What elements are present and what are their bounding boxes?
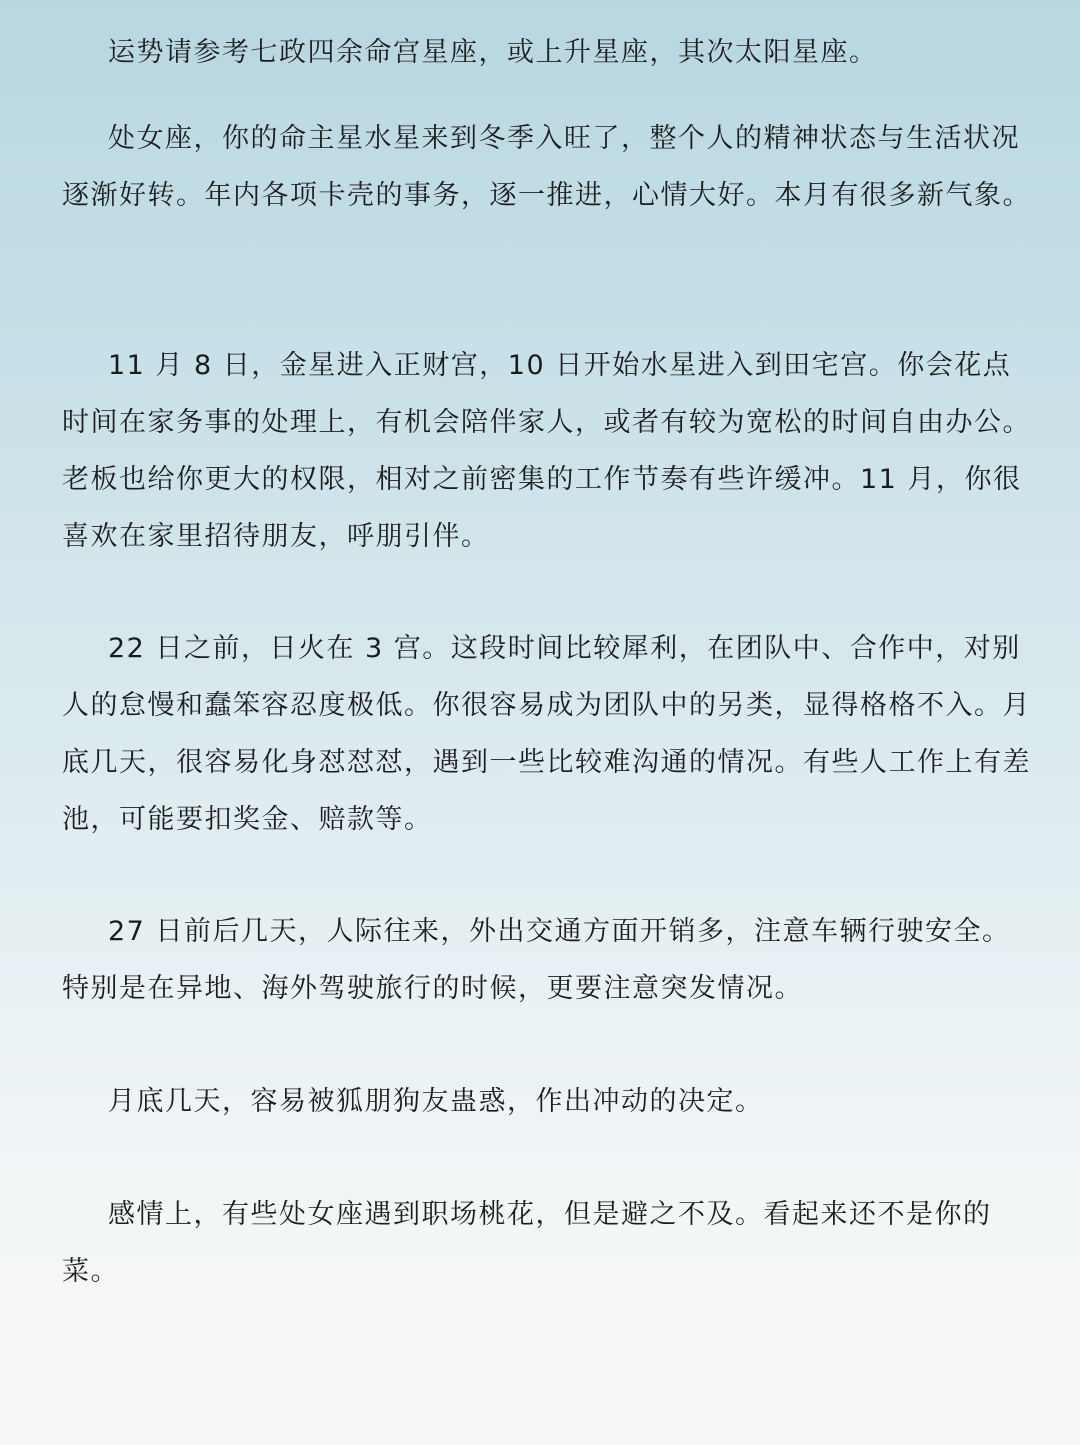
paragraph-venus-mercury: 11 月 8 日，金星进入正财宫，10 日开始水星进入到田宅宫。你会花点时间在家务事的处理上，有机会陪伴家人，或者有较为宽松的时间自由办公。老板也给你更大的权限，相对之前密集的工作节奏有些许缓冲。11 月，你很喜欢在家里招待朋友，呼朋引伴。 bbox=[62, 350, 1031, 552]
paragraph-intro-virgo: 处女座，你的命主星水星来到冬季入旺了，整个人的精神状态与生活状况逐渐好转。年内各项卡壳的事务，逐一推进，心情大好。本月有很多新气象。 bbox=[62, 123, 1031, 211]
paragraph-sun-mars-third-house: 22 日之前，日火在 3 宫。这段时间比较犀利，在团队中、合作中，对别人的怠慢和蠢笨容忍度极低。你很容易成为团队中的另类，显得格格不入。月底几天，很容易化身怼怼怼，遇到一些比较难沟通的情况。有些人工作上有差池，可能要扣奖金、赔款等。 bbox=[62, 633, 1031, 835]
paragraph-month-end: 月底几天，容易被狐朋狗友蛊惑，作出冲动的决定。 bbox=[108, 1086, 764, 1117]
paragraph-romance: 感情上，有些处女座遇到职场桃花，但是避之不及。看起来还不是你的菜。 bbox=[62, 1199, 992, 1287]
paragraph-reference-note: 运势请参考七政四余命宫星座，或上升星座，其次太阳星座。 bbox=[108, 37, 878, 68]
paragraph-travel-safety: 27 日前后几天，人际往来，外出交通方面开销多，注意车辆行驶安全。特别是在异地、海外驾驶旅行的时候，更要注意突发情况。 bbox=[62, 916, 1011, 1004]
